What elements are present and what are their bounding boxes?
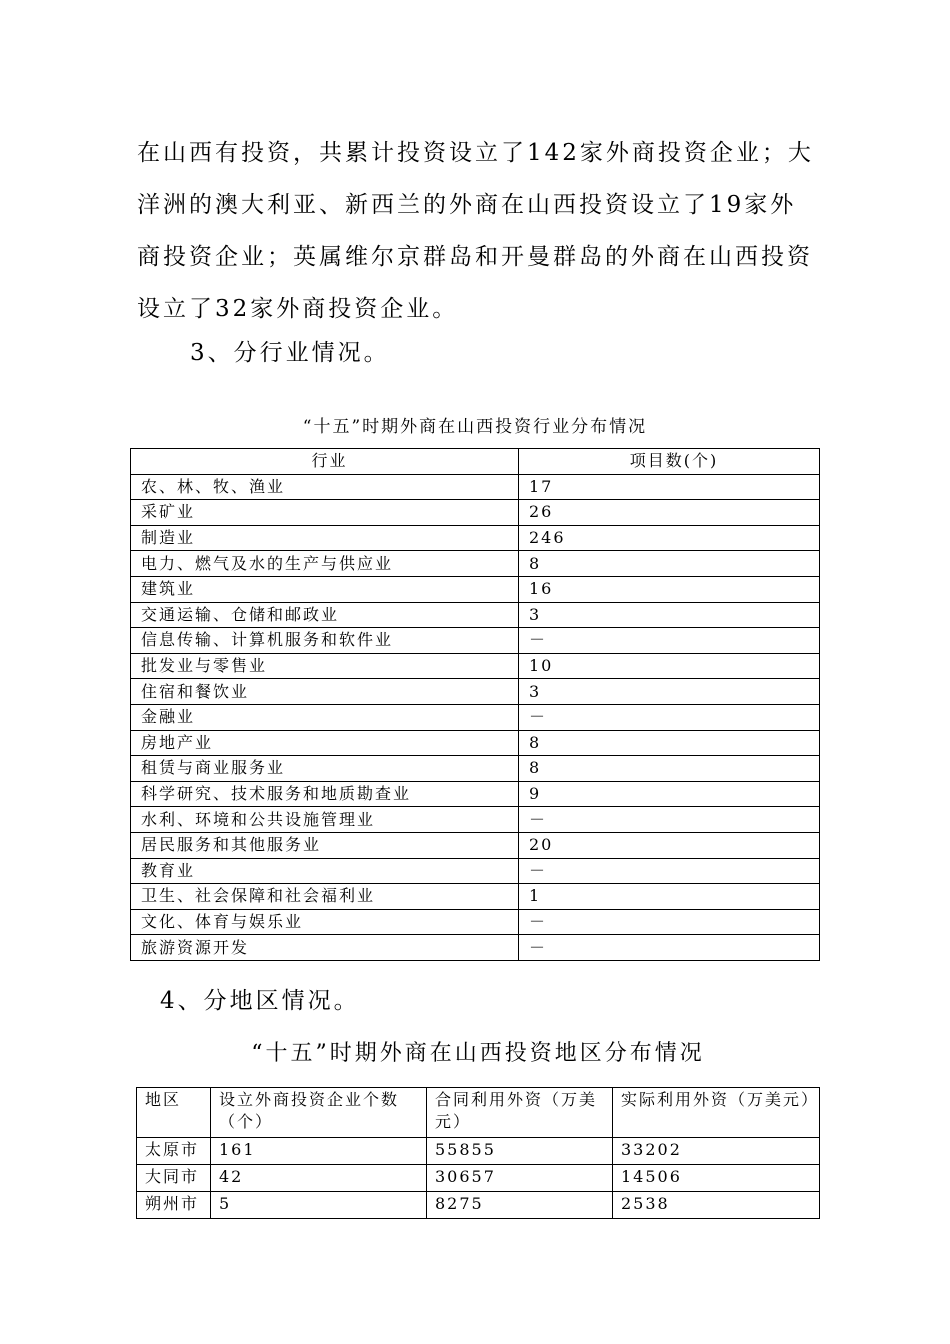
region-column-header: 地区 <box>137 1088 211 1138</box>
count-cell: 26 <box>519 500 820 526</box>
industry-cell: 金融业 <box>131 704 519 730</box>
table-row <box>131 909 820 935</box>
enterprises-cell: 161 <box>211 1138 427 1165</box>
table-row <box>131 474 820 500</box>
count-cell: － <box>519 628 820 654</box>
count-cell: 246 <box>519 525 820 551</box>
industry-cell: 教育业 <box>131 858 519 884</box>
industry-column-header: 行业 <box>131 449 519 475</box>
industry-cell: 住宿和餐饮业 <box>131 679 519 705</box>
enterprises-column-header: 设立外商投资企业个数（个） <box>211 1088 427 1138</box>
industry-cell: 文化、体育与娱乐业 <box>131 909 519 935</box>
industry-table <box>130 448 820 961</box>
table-row <box>131 858 820 884</box>
count-cell: 16 <box>519 576 820 602</box>
count-cell: － <box>519 935 820 961</box>
table-row <box>131 628 820 654</box>
actual-cell: 2538 <box>613 1192 820 1219</box>
region-cell: 大同市 <box>137 1165 211 1192</box>
industry-cell: 卫生、社会保障和社会福利业 <box>131 884 519 910</box>
enterprises-cell: 5 <box>211 1192 427 1219</box>
contracted-cell: 55855 <box>427 1138 613 1165</box>
enterprises-cell: 42 <box>211 1165 427 1192</box>
section4-heading: 4、分地区情况。 <box>160 988 360 1014</box>
count-cell: 3 <box>519 679 820 705</box>
actual-cell: 14506 <box>613 1165 820 1192</box>
industry-table-header-row <box>131 449 820 475</box>
industry-cell: 信息传输、计算机服务和软件业 <box>131 628 519 654</box>
count-cell: 8 <box>519 551 820 577</box>
region-table <box>136 1087 820 1219</box>
actual-column-header: 实际利用外资（万美元） <box>613 1088 820 1138</box>
table-row <box>131 576 820 602</box>
section3-heading: 3、分行业情况。 <box>190 340 390 366</box>
industry-cell: 科学研究、技术服务和地质勘查业 <box>131 781 519 807</box>
region-table-caption: “十五”时期外商在山西投资地区分布情况 <box>251 1041 705 1066</box>
industry-cell: 居民服务和其他服务业 <box>131 832 519 858</box>
industry-cell: 电力、燃气及水的生产与供应业 <box>131 551 519 577</box>
count-cell: 8 <box>519 756 820 782</box>
industry-cell: 旅游资源开发 <box>131 935 519 961</box>
table-row <box>131 832 820 858</box>
industry-cell: 水利、环境和公共设施管理业 <box>131 807 519 833</box>
intro-paragraph: 在山西有投资，共累计投资设立了142家外商投资企业；大洋洲的澳大利亚、新西兰的外商在山西投资设立了19家外商投资企业；英属维尔京群岛和开曼群岛的外商在山西投资设立了32家外商投资企业。 <box>137 140 814 322</box>
table-row <box>137 1138 820 1165</box>
industry-cell: 制造业 <box>131 525 519 551</box>
table-row <box>131 679 820 705</box>
count-column-header: 项目数(个) <box>519 449 820 475</box>
region-table-header-row <box>137 1088 820 1138</box>
count-cell: 17 <box>519 474 820 500</box>
count-cell: 1 <box>519 884 820 910</box>
count-cell: 20 <box>519 832 820 858</box>
count-cell: － <box>519 909 820 935</box>
industry-cell: 农、林、牧、渔业 <box>131 474 519 500</box>
contracted-cell: 8275 <box>427 1192 613 1219</box>
industry-table-caption: “十五”时期外商在山西投资行业分布情况 <box>302 417 648 437</box>
table-row <box>131 756 820 782</box>
table-row <box>131 653 820 679</box>
count-cell: 9 <box>519 781 820 807</box>
count-cell: － <box>519 807 820 833</box>
table-row <box>131 807 820 833</box>
count-cell: 8 <box>519 730 820 756</box>
count-cell: － <box>519 858 820 884</box>
table-row <box>131 500 820 526</box>
industry-cell: 采矿业 <box>131 500 519 526</box>
table-row <box>131 704 820 730</box>
industry-cell: 交通运输、仓储和邮政业 <box>131 602 519 628</box>
industry-cell: 批发业与零售业 <box>131 653 519 679</box>
table-row <box>131 935 820 961</box>
table-row <box>131 551 820 577</box>
count-cell: 3 <box>519 602 820 628</box>
industry-cell: 租赁与商业服务业 <box>131 756 519 782</box>
region-cell: 太原市 <box>137 1138 211 1165</box>
table-row <box>137 1192 820 1219</box>
table-row <box>131 525 820 551</box>
industry-cell: 建筑业 <box>131 576 519 602</box>
table-row <box>131 781 820 807</box>
table-row <box>131 730 820 756</box>
region-cell: 朔州市 <box>137 1192 211 1219</box>
count-cell: － <box>519 704 820 730</box>
industry-cell: 房地产业 <box>131 730 519 756</box>
count-cell: 10 <box>519 653 820 679</box>
contracted-column-header: 合同利用外资（万美元） <box>427 1088 613 1138</box>
actual-cell: 33202 <box>613 1138 820 1165</box>
contracted-cell: 30657 <box>427 1165 613 1192</box>
table-row <box>131 884 820 910</box>
table-row <box>131 602 820 628</box>
table-row <box>137 1165 820 1192</box>
